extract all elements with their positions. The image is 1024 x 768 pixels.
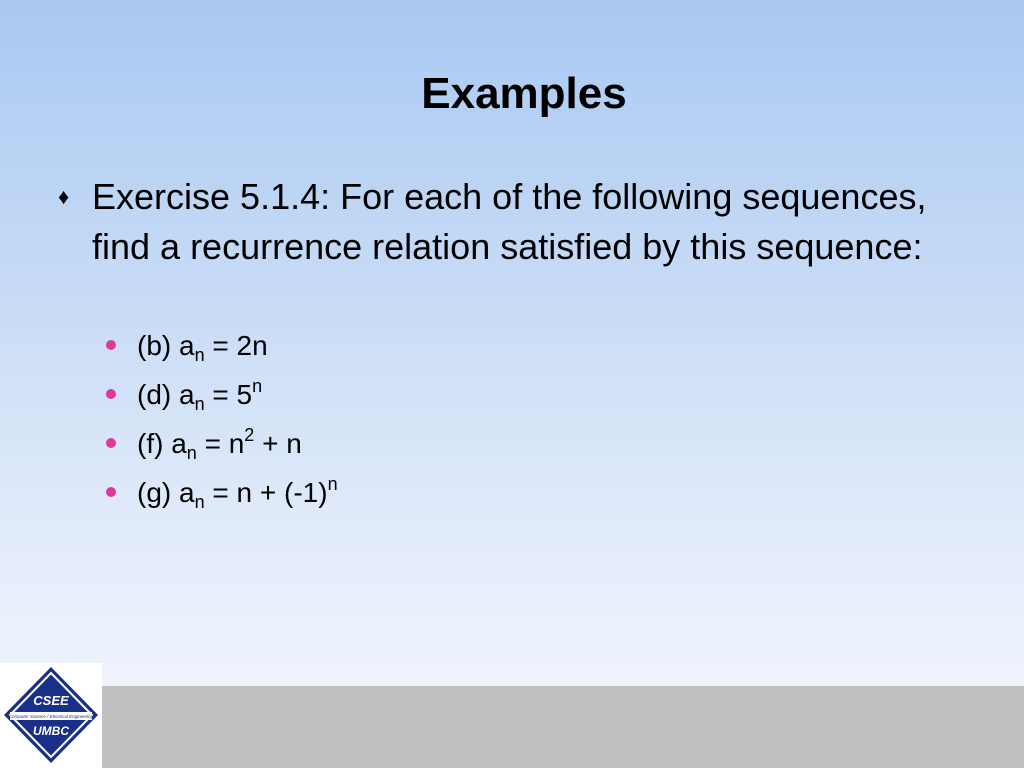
item-sup: n (252, 376, 263, 396)
item-sub: n (194, 345, 205, 365)
list-item (106, 375, 338, 424)
item-tail: + n (262, 428, 302, 459)
footer-bar (102, 686, 1024, 768)
item-rhs: = n (204, 428, 245, 459)
csee-umbc-logo (0, 663, 102, 768)
logo-middle-text: Computer Science / Electrical Engineering (8, 714, 94, 719)
main-bullet (58, 172, 978, 272)
list-item (106, 424, 338, 473)
item-var: a (179, 379, 195, 410)
list-item (106, 473, 338, 522)
slide-title: Examples (421, 69, 627, 118)
item-sub: n (194, 492, 205, 512)
item-sub: n (194, 394, 205, 414)
bullet-dot-icon (106, 389, 116, 399)
item-var: a (179, 330, 195, 361)
item-rhs: = n + (-1) (212, 477, 328, 508)
item-label: (g) (137, 477, 172, 508)
item-label: (b) (137, 330, 172, 361)
item-sup: n (327, 474, 338, 494)
logo-top-text: CSEE (33, 693, 69, 708)
logo-bottom-text: UMBC (33, 724, 69, 738)
item-var: a (171, 428, 187, 459)
item-rhs: = 5 (212, 379, 253, 410)
list-item (106, 326, 338, 375)
item-sub: n (186, 443, 197, 463)
item-var: a (179, 477, 195, 508)
logo-diamond-icon (0, 663, 102, 768)
sequence-list (106, 326, 338, 522)
bullet-dot-icon (106, 340, 116, 350)
bullet-dot-icon (106, 438, 116, 448)
item-label: (d) (137, 379, 172, 410)
item-label: (f) (137, 428, 164, 459)
item-rhs: = 2n (212, 330, 268, 361)
diamond-bullet-icon: ♦ (58, 184, 70, 209)
item-sup: 2 (244, 425, 255, 445)
bullet-dot-icon (106, 487, 116, 497)
exercise-text: Exercise 5.1.4: For each of the following sequences, find a recurrence relation satisfied by this sequence: (92, 176, 927, 267)
